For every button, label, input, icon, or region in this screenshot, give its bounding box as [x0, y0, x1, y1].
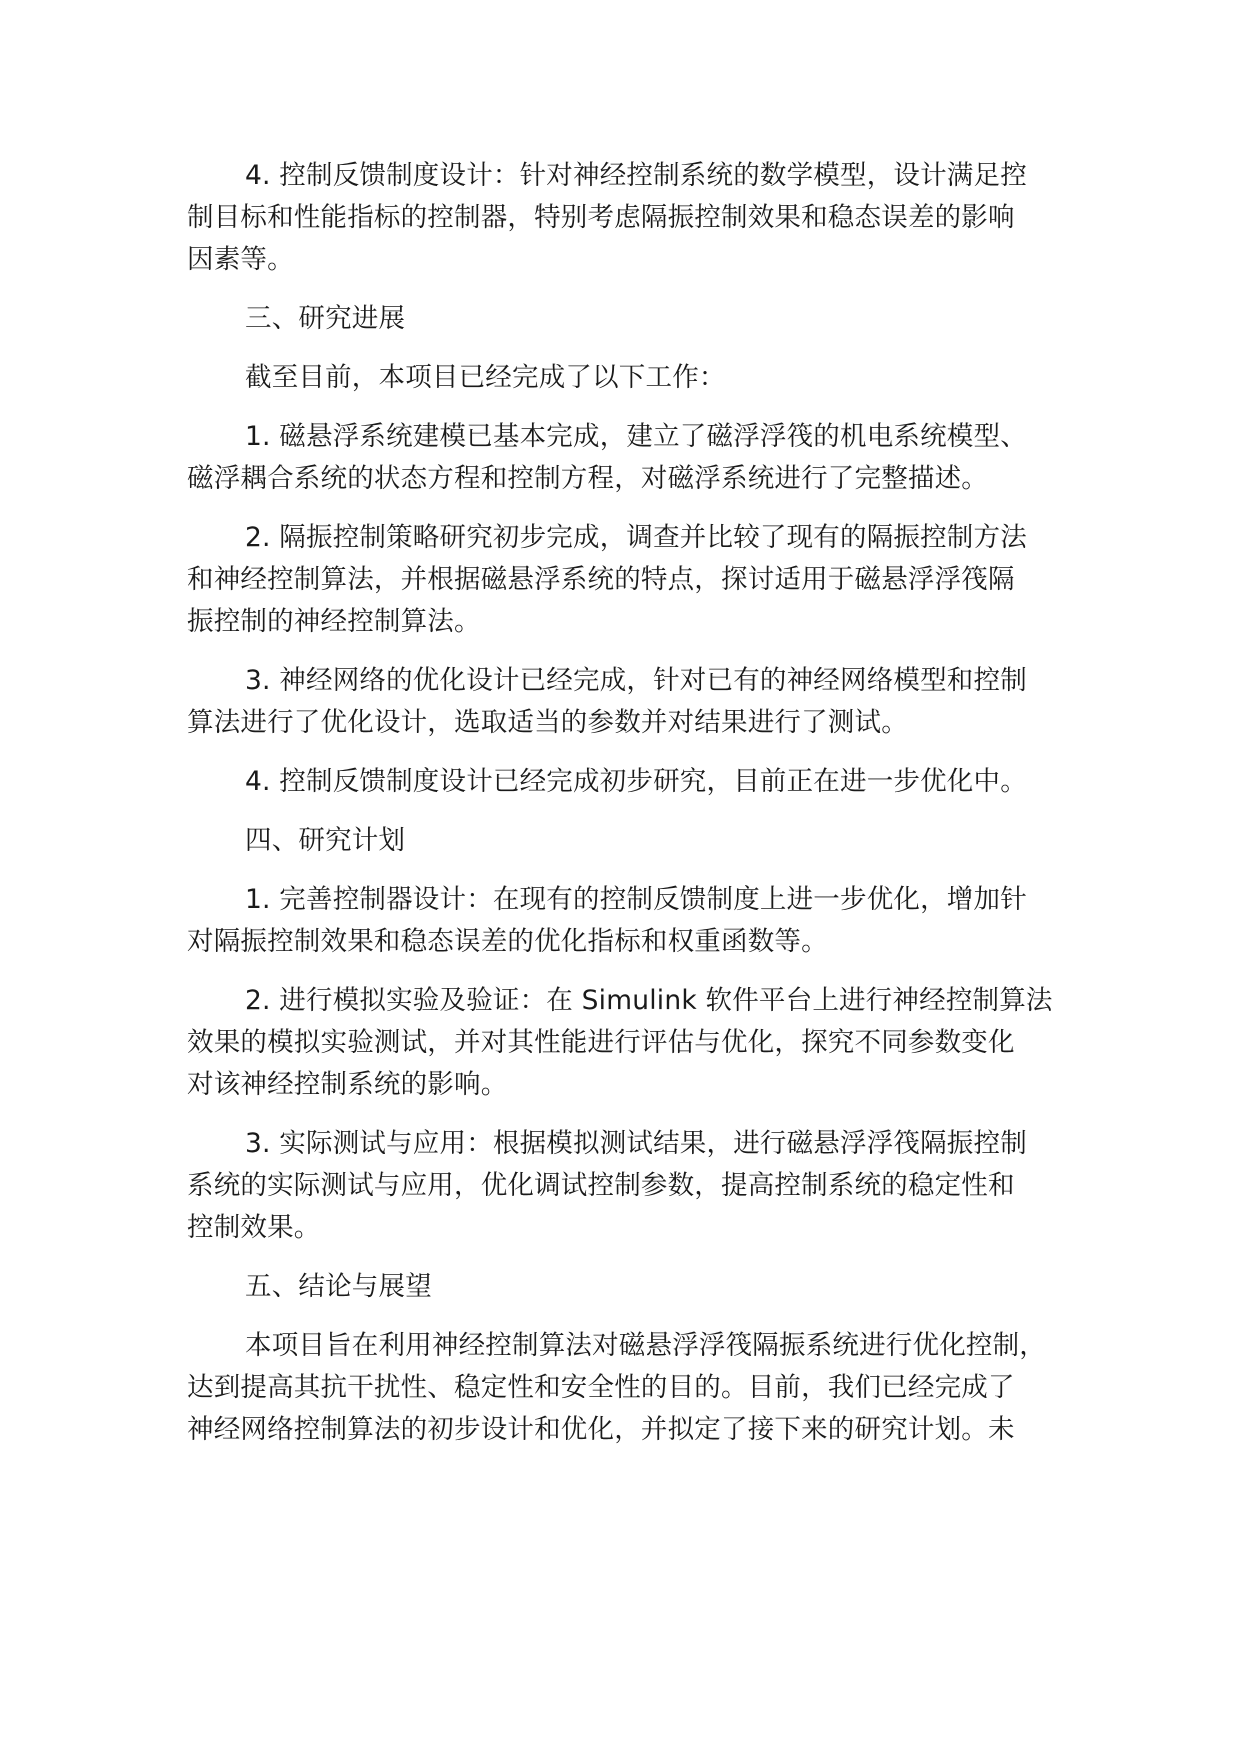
text-line: 振控制的神经控制算法。 — [187, 606, 481, 637]
section-heading-progress — [187, 298, 1087, 340]
text-line: 4. 控制反馈制度设计已经完成初步研究，目前正在进一步优化中。 — [245, 766, 1027, 797]
text-line: 3. 神经网络的优化设计已经完成，针对已有的神经网络模型和控制 — [245, 665, 1027, 696]
text-line: 制目标和性能指标的控制器，特别考虑隔振控制效果和稳态误差的影响 — [187, 202, 1015, 233]
heading-text: 三、研究进展 — [245, 303, 406, 334]
paragraph-progress-2 — [187, 517, 1087, 643]
paragraph-control-feedback-design — [187, 155, 1087, 281]
text-line: 效果的模拟实验测试，并对其性能进行评估与优化，探究不同参数变化 — [187, 1027, 1015, 1058]
section-heading-plan — [187, 820, 1087, 862]
paragraph-plan-3 — [187, 1123, 1087, 1249]
paragraph-progress-4 — [187, 761, 1087, 803]
text-line: 1. 完善控制器设计：在现有的控制反馈制度上进一步优化，增加针 — [245, 884, 1027, 915]
paragraph-plan-1 — [187, 879, 1087, 963]
paragraph-progress-intro — [187, 357, 1087, 399]
text-line: 磁浮耦合系统的状态方程和控制方程，对磁浮系统进行了完整描述。 — [187, 463, 988, 494]
paragraph-progress-1 — [187, 416, 1087, 500]
paragraph-conclusion — [187, 1325, 1087, 1451]
paragraph-progress-3 — [187, 660, 1087, 744]
text-line: 2. 进行模拟实验及验证：在 Simulink 软件平台上进行神经控制算法 — [245, 985, 1053, 1016]
text-line: 对隔振控制效果和稳态误差的优化指标和权重函数等。 — [187, 926, 828, 957]
text-line: 系统的实际测试与应用，优化调试控制参数，提高控制系统的稳定性和 — [187, 1170, 1015, 1201]
heading-text: 四、研究计划 — [245, 825, 406, 856]
text-line: 控制效果。 — [187, 1212, 321, 1243]
text-line: 3. 实际测试与应用：根据模拟测试结果，进行磁悬浮浮筏隔振控制 — [245, 1128, 1027, 1159]
text-line: 本项目旨在利用神经控制算法对磁悬浮浮筏隔振系统进行优化控制， — [245, 1330, 1046, 1361]
text-line: 4. 控制反馈制度设计：针对神经控制系统的数学模型，设计满足控 — [245, 160, 1027, 191]
text-line: 算法进行了优化设计，选取适当的参数并对结果进行了测试。 — [187, 707, 908, 738]
text-line: 因素等。 — [187, 244, 294, 275]
document-body — [187, 155, 1087, 1468]
section-heading-conclusion — [187, 1266, 1087, 1308]
text-line: 和神经控制算法，并根据磁悬浮系统的特点，探讨适用于磁悬浮浮筏隔 — [187, 564, 1015, 595]
text-line: 达到提高其抗干扰性、稳定性和安全性的目的。目前，我们已经完成了 — [187, 1372, 1015, 1403]
paragraph-plan-2 — [187, 980, 1087, 1106]
text-line: 2. 隔振控制策略研究初步完成，调查并比较了现有的隔振控制方法 — [245, 522, 1027, 553]
heading-text: 五、结论与展望 — [245, 1271, 432, 1302]
text-line: 1. 磁悬浮系统建模已基本完成，建立了磁浮浮筏的机电系统模型、 — [245, 421, 1027, 452]
text-line: 截至目前，本项目已经完成了以下工作： — [245, 362, 726, 393]
text-line: 神经网络控制算法的初步设计和优化，并拟定了接下来的研究计划。未 — [187, 1414, 1015, 1445]
text-line: 对该神经控制系统的影响。 — [187, 1069, 508, 1100]
